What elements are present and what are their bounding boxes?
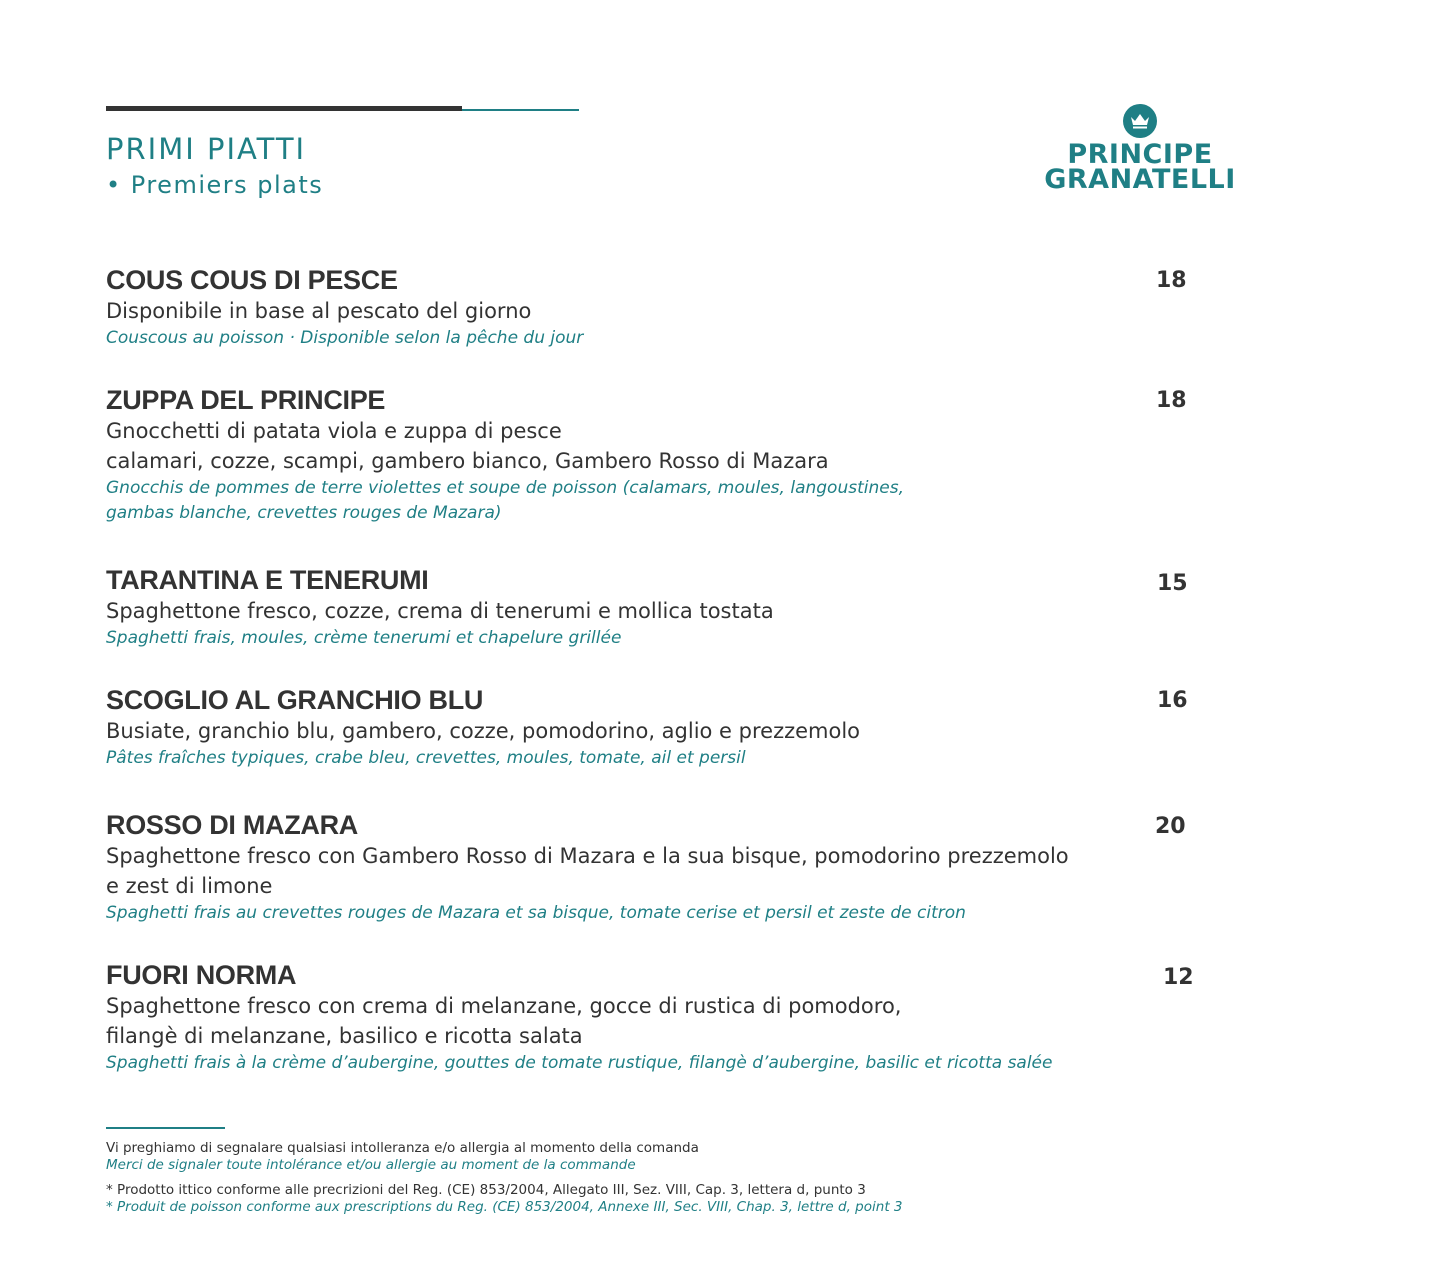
allergy-note-fr: Merci de signaler toute intolérance et/ou allergie au moment de la commande bbox=[106, 1157, 636, 1173]
dish-name: ZUPPA DEL PRINCIPE bbox=[106, 385, 386, 415]
dish-name: SCOGLIO AL GRANCHIO BLU bbox=[106, 685, 484, 715]
dish-description: Gnocchetti di patata viola e zuppa di pesce bbox=[106, 419, 562, 443]
allergy-note bbox=[106, 1140, 699, 1174]
dish-description: Spaghettone fresco, cozze, crema di tenerumi e mollica tostata bbox=[106, 599, 774, 623]
dish-description: Disponibile in base al pescato del giorno bbox=[106, 299, 532, 323]
fish-regulation-note bbox=[106, 1182, 903, 1216]
dish-description-fr: Spaghetti frais au crevettes rouges de Mazara et sa bisque, tomate cerise et persil et zeste de citron bbox=[106, 903, 966, 923]
dish-name: TARANTINA E TENERUMI bbox=[106, 565, 429, 595]
dish-price: 20 bbox=[1155, 814, 1186, 839]
menu-item bbox=[106, 809, 1196, 926]
dish-description: Spaghettone fresco con Gambero Rosso di Mazara e la sua bisque, pomodorino prezzemolo bbox=[106, 844, 1069, 868]
crown-icon bbox=[1123, 104, 1157, 138]
dish-description-fr: Spaghetti frais à la crème d’aubergine, gouttes de tomate rustique, filangè d’aubergine, basilic et ricotta salée bbox=[106, 1053, 1053, 1073]
dish-description: filangè di melanzane, basilico e ricotta salata bbox=[106, 1024, 583, 1048]
dish-description: e zest di limone bbox=[106, 874, 273, 898]
fish-regulation-note-fr: * Produit de poisson conforme aux prescriptions du Reg. (CE) 853/2004, Annexe III, Sec. VIII, Chap. 3, lettre d, point 3 bbox=[106, 1199, 903, 1215]
menu-item bbox=[106, 959, 1196, 1076]
brand-logo bbox=[1040, 104, 1240, 195]
menu-item bbox=[106, 564, 1196, 651]
footer-rule bbox=[106, 1127, 225, 1129]
dish-price: 12 bbox=[1163, 965, 1194, 990]
allergy-note-it: Vi preghiamo di segnalare qualsiasi intolleranza e/o allergia al momento della comanda bbox=[106, 1140, 699, 1156]
dish-price: 16 bbox=[1157, 688, 1188, 713]
dish-name: COUS COUS DI PESCE bbox=[106, 265, 398, 295]
dish-description: Spaghettone fresco con crema di melanzane, gocce di rustica di pomodoro, bbox=[106, 994, 902, 1018]
logo-text-line1: PRINCIPE bbox=[1067, 139, 1213, 170]
dish-description-fr: Couscous au poisson · Disponible selon la pêche du jour bbox=[106, 328, 584, 348]
dish-price: 18 bbox=[1156, 388, 1187, 413]
fish-regulation-note-it: * Prodotto ittico conforme alle precrizioni del Reg. (CE) 853/2004, Allegato III, Sez. VIII, Cap. 3, lettera d, punto 3 bbox=[106, 1182, 866, 1198]
dish-description: calamari, cozze, scampi, gambero bianco, Gambero Rosso di Mazara bbox=[106, 449, 829, 473]
dish-name: ROSSO DI MAZARA bbox=[106, 810, 359, 840]
logo-text-line2: GRANATELLI bbox=[1044, 164, 1236, 195]
section-title: PRIMI PIATTI bbox=[106, 132, 307, 166]
dish-price: 18 bbox=[1156, 268, 1187, 293]
menu-item bbox=[106, 264, 1196, 351]
dish-description-fr: Spaghetti frais, moules, crème tenerumi et chapelure grillée bbox=[106, 628, 622, 648]
dish-name: FUORI NORMA bbox=[106, 960, 297, 990]
dish-description: Busiate, granchio blu, gambero, cozze, pomodorino, aglio e prezzemolo bbox=[106, 719, 861, 743]
section-subtitle: • Premiers plats bbox=[106, 171, 324, 199]
menu-item bbox=[106, 384, 1196, 526]
dish-price: 15 bbox=[1157, 571, 1188, 596]
dish-description-fr: Gnocchis de pommes de terre violettes et soupe de poisson (calamars, moules, langoustines, bbox=[106, 478, 904, 498]
header-rule-dark bbox=[106, 106, 462, 111]
menu-item bbox=[106, 684, 1196, 771]
dish-description-fr: Pâtes fraîches typiques, crabe bleu, crevettes, moules, tomate, ail et persil bbox=[106, 748, 746, 768]
header-rule-accent bbox=[462, 109, 579, 111]
dish-description-fr: gambas blanche, crevettes rouges de Mazara) bbox=[106, 503, 502, 523]
